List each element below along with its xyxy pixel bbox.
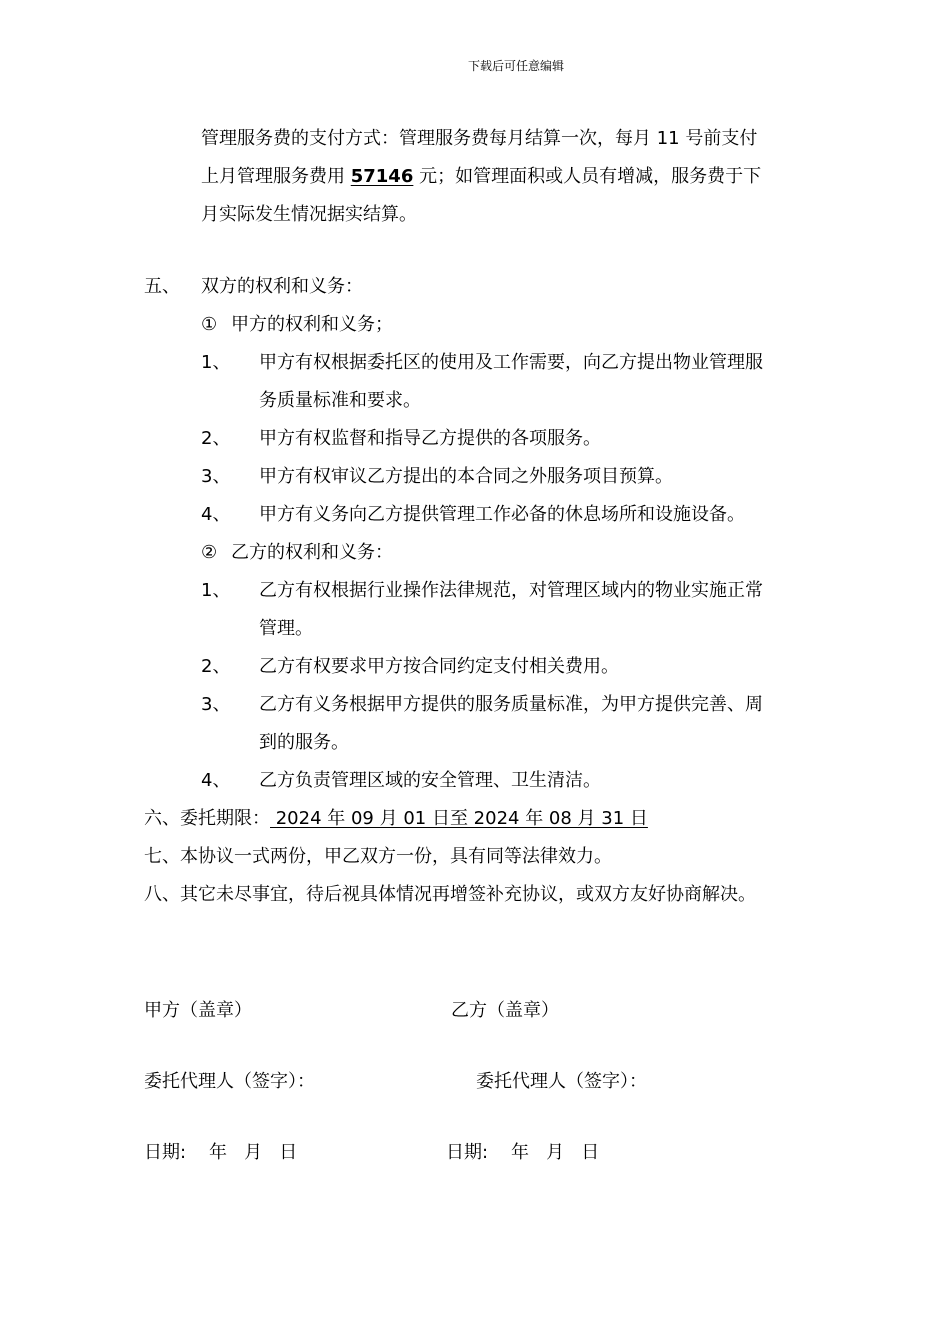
party-a-item-2-number: 2、 (201, 428, 231, 449)
party-b-marker: ② (201, 542, 218, 563)
payment-line-2-pre: 上月管理服务费用 (201, 166, 351, 187)
party-a-item-1-line-2: 务质量标准和要求。 (259, 390, 421, 411)
party-b-date: 日期: 年 月 日 (446, 1142, 600, 1163)
section-6-label: 六、委托期限： (144, 808, 270, 829)
section-5-number: 五、 (144, 276, 180, 297)
contract-term: 2024 年 09 月 01 日至 2024 年 08 月 31 日 (270, 808, 648, 829)
party-b-item-1-number: 1、 (201, 580, 231, 601)
party-a-agent-signature: 委托代理人（签字）： (144, 1071, 315, 1092)
party-b-item-3-number: 3、 (201, 694, 231, 715)
party-b-item-3-line-1: 乙方有义务根据甲方提供的服务质量标准，为甲方提供完善、周 (259, 694, 763, 715)
party-b-item-3-line-2: 到的服务。 (259, 732, 349, 753)
party-a-item-1-line-1: 甲方有权根据委托区的使用及工作需要，向乙方提出物业管理服 (259, 352, 763, 373)
section-6 (144, 808, 648, 830)
section-5-title: 双方的权利和义务： (201, 276, 363, 297)
party-a-item-3-number: 3、 (201, 466, 231, 487)
party-a-date: 日期: 年 月 日 (144, 1142, 298, 1163)
party-a-item-4-line-1: 甲方有义务向乙方提供管理工作必备的休息场所和设施设备。 (259, 504, 745, 525)
section-8: 八、其它未尽事宜，待后视具体情况再增签补充协议，或双方友好协商解决。 (144, 884, 756, 905)
header-note: 下载后可任意编辑 (468, 59, 565, 73)
party-a-seal: 甲方（盖章） (144, 1000, 252, 1021)
party-b-seal: 乙方（盖章） (451, 1000, 559, 1021)
party-a-item-2-line-1: 甲方有权监督和指导乙方提供的各项服务。 (259, 428, 601, 449)
payment-line-3: 月实际发生情况据实结算。 (201, 204, 417, 225)
party-a-title: 甲方的权利和义务； (231, 314, 393, 335)
payment-line-2-post: 元；如管理面积或人员有增减，服务费于下 (413, 166, 762, 187)
party-b-item-2-line-1: 乙方有权要求甲方按合同约定支付相关费用。 (259, 656, 619, 677)
party-a-item-3-line-1: 甲方有权审议乙方提出的本合同之外服务项目预算。 (259, 466, 673, 487)
section-7: 七、本协议一式两份，甲乙双方一份，具有同等法律效力。 (144, 846, 612, 867)
party-a-item-4-number: 4、 (201, 504, 231, 525)
party-a-marker: ① (201, 314, 218, 335)
payment-line-1: 管理服务费的支付方式：管理服务费每月结算一次，每月 11 号前支付 (201, 128, 758, 149)
payment-amount: 57146 (350, 166, 414, 187)
party-b-title: 乙方的权利和义务： (231, 542, 393, 563)
party-b-agent-signature: 委托代理人（签字）： (476, 1071, 647, 1092)
party-b-item-4-number: 4、 (201, 770, 231, 791)
party-b-item-2-number: 2、 (201, 656, 231, 677)
party-b-item-1-line-2: 管理。 (259, 618, 313, 639)
party-b-item-1-line-1: 乙方有权根据行业操作法律规范，对管理区域内的物业实施正常 (259, 580, 763, 601)
party-b-item-4-line-1: 乙方负责管理区域的安全管理、卫生清洁。 (259, 770, 601, 791)
party-a-item-1-number: 1、 (201, 352, 231, 373)
payment-line-2 (201, 166, 761, 188)
